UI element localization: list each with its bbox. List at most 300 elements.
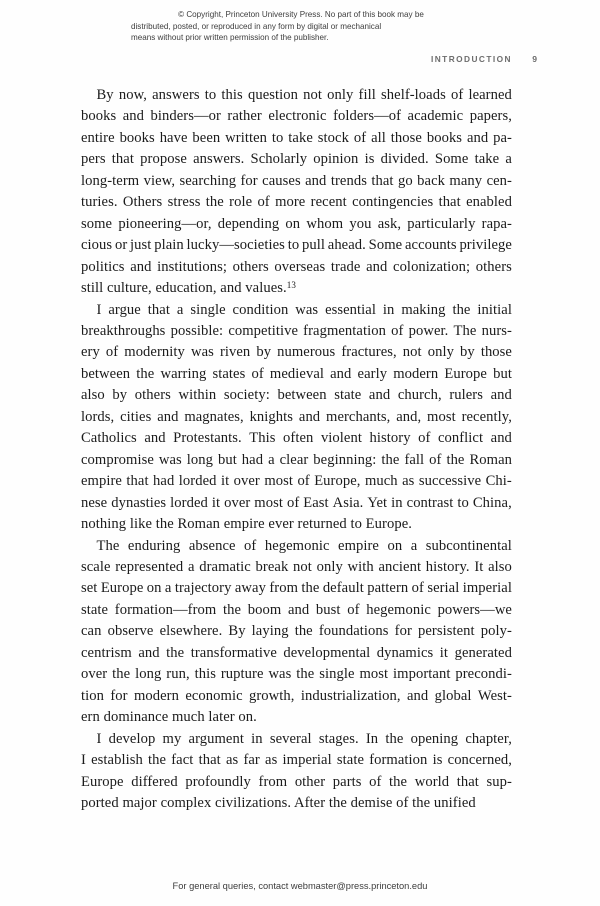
word: riven	[219, 344, 251, 361]
word: the	[205, 194, 224, 211]
word: on	[285, 215, 301, 232]
word: nese	[81, 494, 108, 511]
word: society:	[223, 387, 270, 404]
word: states	[212, 365, 246, 382]
word: state	[336, 752, 365, 769]
word: it	[211, 494, 221, 511]
word: in	[382, 301, 395, 318]
word: rupture	[220, 666, 264, 683]
word: with	[347, 558, 374, 575]
word: also	[81, 387, 105, 404]
word: single	[190, 301, 226, 318]
word: the	[389, 773, 408, 790]
text-line	[81, 643, 512, 664]
text-line	[81, 300, 512, 321]
word: for	[240, 172, 258, 189]
word: Some	[368, 237, 403, 254]
word: often	[283, 430, 314, 447]
word: chapter,	[465, 730, 512, 747]
word: of	[353, 129, 367, 146]
word: world	[414, 773, 450, 790]
word: lorded	[170, 494, 208, 511]
word: By	[228, 623, 246, 640]
word: depending	[217, 215, 280, 232]
word: numerous	[277, 344, 336, 361]
word: fall	[404, 451, 425, 468]
word: elsewhere.	[159, 623, 223, 640]
word: was	[295, 301, 319, 318]
word: privilege	[459, 237, 512, 254]
word: early	[357, 365, 388, 382]
word: enabled	[466, 194, 512, 211]
word: trajectory	[174, 580, 232, 597]
word: of	[251, 365, 264, 382]
word: of	[297, 473, 310, 490]
word: dynasties	[111, 494, 167, 511]
word: argue	[108, 301, 141, 318]
word: answers.	[193, 151, 245, 168]
word: long-term	[81, 172, 140, 189]
word: shelf-loads	[381, 87, 446, 103]
word: Protestants.	[173, 430, 242, 447]
word: not	[402, 344, 422, 361]
word: trade	[330, 258, 361, 275]
word: is	[432, 752, 443, 769]
text-line	[81, 686, 512, 707]
word: just	[130, 237, 152, 254]
word: pioneering—or,	[118, 215, 212, 232]
word: had	[153, 473, 175, 490]
word: Some	[434, 151, 469, 168]
word: Europe	[81, 773, 124, 790]
word: most	[359, 666, 389, 683]
word: rapa-	[481, 215, 512, 232]
text-line	[81, 192, 512, 213]
page-number: 9	[532, 54, 537, 64]
word: transformative	[190, 644, 277, 661]
word: tion	[81, 687, 104, 704]
word: sup-	[486, 773, 512, 790]
word: can	[81, 623, 102, 640]
word: state	[334, 387, 362, 404]
word: on	[387, 537, 403, 554]
word: stock	[317, 129, 349, 146]
word: on	[146, 580, 162, 597]
word: also	[488, 558, 512, 575]
word: opinion	[313, 151, 359, 168]
word: power.	[408, 322, 449, 339]
word: boom	[247, 601, 282, 618]
word: in	[391, 494, 403, 511]
word: important	[393, 666, 451, 683]
word: and	[305, 172, 327, 189]
text-line	[81, 729, 512, 750]
word: and	[298, 408, 321, 425]
word: modernity	[124, 344, 185, 361]
page-footer: For general queries, contact webmaster@press.princeton.edu	[172, 881, 428, 891]
word: folders—of	[333, 108, 402, 125]
word: and	[330, 365, 352, 382]
word: and	[490, 430, 512, 447]
word: others	[134, 387, 171, 404]
word: China,	[472, 494, 512, 511]
para-2	[81, 300, 512, 536]
word: the	[294, 623, 313, 640]
word: default	[322, 580, 364, 597]
word: of	[105, 344, 119, 361]
text-line	[81, 493, 512, 514]
word: enduring	[127, 537, 181, 554]
word: written	[225, 129, 268, 146]
word: books	[426, 129, 463, 146]
word: searching	[179, 172, 237, 189]
word: imperial	[462, 580, 512, 597]
word: I	[96, 730, 102, 747]
word: modern	[393, 365, 439, 382]
word: of	[347, 601, 360, 618]
word: the	[446, 451, 465, 468]
word: by	[112, 387, 128, 404]
word: take	[474, 151, 500, 168]
word: cen-	[486, 172, 512, 189]
word: view,	[143, 172, 176, 189]
word: hegemonic	[264, 537, 330, 554]
word: over	[233, 473, 260, 490]
word: differed	[131, 773, 178, 790]
word: East	[303, 494, 329, 511]
text-line	[81, 536, 512, 557]
word: propose	[140, 151, 187, 168]
word: and	[287, 601, 310, 618]
copyright-line-1: © Copyright, Princeton University Press. No part of this book may be	[178, 10, 424, 19]
word: from	[258, 773, 288, 790]
word: my	[162, 730, 182, 747]
word: a	[164, 580, 172, 597]
word: and	[407, 687, 429, 704]
word: subcontinental	[425, 537, 512, 554]
word: making	[401, 301, 446, 318]
text-line	[81, 364, 512, 385]
word: far	[243, 752, 260, 769]
word: modern	[133, 687, 179, 704]
word: of	[429, 451, 442, 468]
word: and,	[396, 408, 422, 425]
word: persistent	[418, 623, 475, 640]
para-3	[81, 536, 512, 729]
word: question	[247, 87, 298, 103]
word: between	[277, 387, 327, 404]
word: By	[96, 87, 114, 103]
word: contingencies	[352, 194, 434, 211]
word: Catholics	[81, 430, 137, 447]
word: ancient	[378, 558, 422, 575]
word: not	[293, 558, 312, 575]
word: develop	[108, 730, 156, 747]
word: state	[81, 601, 109, 618]
word: and	[368, 387, 391, 404]
word: Others	[122, 194, 163, 211]
word: some	[81, 215, 113, 232]
word: entire	[81, 129, 115, 146]
word: developmental	[283, 644, 371, 661]
text-line	[81, 321, 512, 342]
word: long	[186, 451, 213, 468]
word: Europe	[100, 580, 144, 597]
word: observe	[107, 623, 154, 640]
word: and	[138, 644, 160, 661]
word: was	[190, 344, 214, 361]
word: the	[148, 752, 167, 769]
word: most	[427, 408, 456, 425]
word: answers	[152, 87, 200, 103]
word: by	[460, 344, 475, 361]
word: I	[96, 301, 102, 318]
word: overseas	[274, 258, 326, 275]
word: only	[427, 344, 454, 361]
word: lucky—societies	[186, 237, 285, 254]
word: those	[390, 129, 422, 146]
word: successive	[418, 473, 482, 490]
text-line	[81, 128, 512, 149]
word: lorded	[178, 473, 217, 490]
text-line	[81, 235, 512, 256]
word: growth,	[248, 687, 295, 704]
word: plain	[154, 237, 184, 254]
word: not	[303, 87, 323, 103]
word: of	[257, 194, 270, 211]
word: other	[294, 773, 326, 790]
word: break	[255, 558, 289, 575]
word: take	[288, 129, 313, 146]
word: to	[287, 237, 300, 254]
footnote-marker: 13	[286, 280, 296, 291]
word: go	[397, 172, 413, 189]
word: rulers	[449, 387, 483, 404]
word: of	[369, 773, 382, 790]
word: violent	[320, 430, 362, 447]
word: many	[449, 172, 483, 189]
word: generated	[454, 644, 512, 661]
word: fill	[358, 87, 376, 103]
word: only	[327, 87, 354, 103]
word: empire	[338, 537, 379, 554]
word: several	[269, 730, 312, 747]
word: West-	[477, 687, 512, 704]
word: that	[371, 172, 394, 189]
word: concerned,	[447, 752, 512, 769]
word: cious	[81, 237, 113, 254]
word: In	[365, 730, 379, 747]
text-line	[81, 772, 512, 793]
word: and	[466, 129, 489, 146]
word: initial	[477, 301, 512, 318]
word: fact	[171, 752, 194, 769]
word: most	[254, 494, 283, 511]
word: fractures,	[341, 344, 397, 361]
word: colonization;	[393, 258, 471, 275]
running-head: INTRODUCTION	[430, 54, 512, 64]
word: pers	[81, 151, 106, 168]
word: and	[130, 258, 152, 275]
word: of	[451, 87, 464, 103]
word: This	[249, 430, 276, 447]
word: stress	[167, 194, 201, 211]
text-line	[81, 450, 512, 471]
word: laying	[251, 623, 289, 640]
word: bust	[315, 601, 341, 618]
word: recently,	[461, 408, 512, 425]
text-line	[81, 385, 512, 406]
word: beginning:	[313, 451, 377, 468]
word: the	[385, 730, 404, 747]
word: to	[204, 87, 217, 103]
word: breakthroughs	[81, 322, 166, 339]
text-line	[81, 407, 512, 428]
word: as	[402, 473, 415, 490]
word: serial	[427, 580, 460, 597]
text-line: nothing like the Roman empire ever returned to Europe.	[81, 516, 412, 533]
word: pull	[301, 237, 325, 254]
word: books	[119, 129, 155, 146]
word: the	[296, 666, 315, 683]
word: others	[232, 258, 269, 275]
copyright-line-3: means without prior written permission of the publisher.	[131, 33, 329, 43]
word: dramatic	[199, 558, 251, 575]
word: all	[371, 129, 386, 146]
word: electronic	[268, 108, 327, 125]
word: much	[364, 473, 398, 490]
word: essential	[325, 301, 376, 318]
word: I	[81, 752, 86, 769]
word: knights	[249, 408, 294, 425]
word: nurs-	[481, 322, 512, 339]
word: been	[192, 129, 221, 146]
word: argument	[188, 730, 244, 747]
word: it	[220, 473, 230, 490]
word: as	[265, 752, 278, 769]
word: those	[480, 344, 512, 361]
word: fragmentation	[303, 322, 386, 339]
text-line	[81, 664, 512, 685]
word: merchants,	[326, 408, 391, 425]
word: the	[223, 601, 242, 618]
word: single	[319, 666, 355, 683]
word: of	[411, 580, 424, 597]
word: it	[439, 644, 449, 661]
word: divided.	[380, 151, 429, 168]
word: learned	[468, 87, 512, 103]
word: pattern	[367, 580, 409, 597]
word: stages.	[318, 730, 359, 747]
word: recent	[310, 194, 347, 211]
text-line	[81, 557, 512, 578]
word: hegemonic	[366, 601, 431, 618]
word: causes	[262, 172, 301, 189]
word: economic	[185, 687, 243, 704]
word: a	[187, 558, 195, 575]
word: precondi-	[455, 666, 512, 683]
word: centrism	[81, 644, 132, 661]
word: The	[96, 537, 120, 554]
word: conflict	[437, 430, 484, 447]
word: was	[158, 451, 182, 468]
word: the	[452, 301, 471, 318]
text-line	[81, 621, 512, 642]
word: over	[224, 494, 251, 511]
word: foundations	[318, 623, 389, 640]
word: Europe,	[314, 473, 361, 490]
word: Scholarly	[250, 151, 308, 168]
word: of	[286, 494, 300, 511]
body-text-block	[81, 85, 512, 814]
word: set	[81, 580, 98, 597]
word: away	[234, 580, 266, 597]
word: but	[493, 365, 512, 382]
word: condition	[232, 301, 289, 318]
word: lords,	[81, 408, 115, 425]
text-line	[81, 171, 512, 192]
word: and	[157, 408, 179, 425]
word: a	[268, 451, 275, 468]
word: ery	[81, 344, 100, 361]
text-line	[81, 214, 512, 235]
word: turies.	[81, 194, 118, 211]
word: between	[81, 365, 131, 382]
text-line	[81, 85, 512, 106]
word: possible:	[170, 322, 224, 339]
word: Roman	[469, 451, 512, 468]
word: history	[369, 430, 411, 447]
word: scale	[81, 558, 111, 575]
text-line	[81, 428, 512, 449]
word: The	[453, 322, 477, 339]
word: rather	[227, 108, 262, 125]
text-line	[81, 471, 512, 492]
word: contrast	[406, 494, 454, 511]
word: powers—we	[437, 601, 512, 618]
word: the	[136, 365, 155, 382]
para-4	[81, 729, 512, 815]
word: long	[135, 666, 162, 683]
word: Asia.	[332, 494, 364, 511]
word: parts	[332, 773, 362, 790]
text-line	[81, 106, 512, 127]
word: warring	[160, 365, 207, 382]
word: had	[241, 451, 264, 468]
word: absence	[188, 537, 236, 554]
word: of	[244, 537, 257, 554]
word: role	[229, 194, 253, 211]
word: Yet	[367, 494, 388, 511]
word: ask,	[377, 215, 402, 232]
word: by	[256, 344, 272, 361]
word: that	[456, 773, 479, 790]
word: that	[438, 194, 461, 211]
word: but	[217, 451, 237, 468]
word: the	[112, 666, 131, 683]
word: papers,	[469, 108, 512, 125]
word: establish	[91, 752, 143, 769]
word: competitive	[228, 322, 299, 339]
word: over	[81, 666, 108, 683]
text-line: still culture, education, and values.$^{13}$	[81, 280, 296, 297]
word: industrialization,	[300, 687, 401, 704]
word: that	[198, 752, 221, 769]
word: that	[126, 473, 149, 490]
word: dynamics	[376, 644, 434, 661]
word: in	[251, 730, 263, 747]
para-1	[81, 85, 512, 300]
